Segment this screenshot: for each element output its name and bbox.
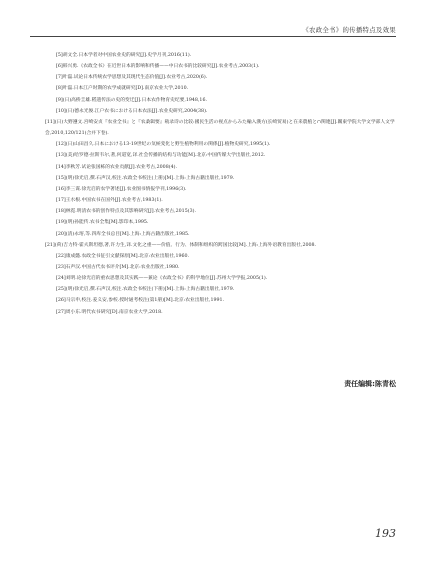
reference-item: [23]石声汉.中国古代农书评介[M].北京:农业出版社,1980. [56, 264, 180, 270]
reference-item: [26]马宗申,校注.姜义安,参校.授时通考校注(第1册)[M].北京:农业出版社,1991. [56, 298, 225, 304]
reference-item: [11](日)大野遵文.宫崎安贞『农业全书』と『农桑辑要』载录诗の比较:國民生活の视点からみた輸入漢方(长崎贸易)と在来農植と∩関連[J].關東学院大学文学部人文学会,2010,120/121(合并下卷). [45, 119, 395, 137]
reference-item: [17]王水根.中国农书在国外[J].农业考古,1983(1). [56, 198, 163, 204]
reference-item: [10](日)德永光俊.江户农书における日本农法[J].农业史研究,2004(38). [56, 108, 208, 114]
running-header: 《农政全书》的传播特点及效果 [302, 26, 396, 34]
reference-item: [18]林霓.明清农书的创作特点及其影响研究[J].农业考古,2015(3). [56, 209, 196, 215]
reference-item: [16]李三谋.徐光启的农学著述[J].农业图书情报学刊,1996(3). [56, 186, 187, 192]
reference-item: [21](荷)吉力特·霍夫斯坦德,著,许力生,译.文化之重——价值、行为、体制和组织的跨国比较[M].上海:上海外语教育出版社,2008. [45, 242, 317, 248]
reference-item: [14]李秋芳.试论张国栋的农业贡献[J].农业考古,2008(4). [56, 164, 177, 170]
page-number: 193 [375, 527, 396, 540]
reference-item: [22]康成懿.农政全书征引文献探原[M].北京:农业出版社,1960. [56, 253, 190, 259]
reference-item: [12](日)山田昌久.日本における13-19世纪の気候変化と野生植物利用の関係[J].植物史研究,1995(1). [56, 142, 271, 148]
reference-item: [24]刘明.论徐光启的重农思想及其实践——兼论《农政全书》的科学地位[J].苏州大学学报,2005(1). [56, 276, 268, 282]
responsible-editor: 责任编辑:陈青松 [344, 380, 396, 388]
reference-item: [6]韩兴勇.《农政全书》在近世日本的影响和传播——中日农书的比较研究[J].农业考古,2003(1). [56, 64, 260, 70]
header-divider [30, 36, 396, 37]
reference-item: [25](明)徐光启,撰.石声汉,校注.农政全书校注(下册)[M].上海:上海古籍出版社,1979. [56, 287, 235, 293]
reference-item: [20](清)永瑢,等.四库全书总目[M].上海:上海古籍出版社,1985. [56, 231, 190, 237]
reference-item: [9](日)高桥圭雄.稻遗传法の史的变迁[J].日本农作物育史纪要,1948,16. [56, 97, 207, 103]
reference-item: [27]周小东.明代农书研究[D].南京农业大学,2018. [56, 309, 163, 315]
reference-item: [5]胡文全.日本学者对中国农业史的研究[J].史学月刊,2016(11). [56, 53, 192, 58]
reference-item: [13](美)哈罗德·拉斯韦尔,著,何道宽,译.社会传播的结构与功能[M].北京:中国传媒大学出版社,2012. [56, 153, 266, 159]
reference-list [45, 50, 400, 318]
reference-item: [7]叶磊.试论日本传统农学思想及其现代生态价值[J].农业考古,2020(6). [56, 75, 208, 81]
reference-item: [15](明)徐光启,撰.石声汉,校注.农政全书校注(上册)[M].上海:上海古籍出版社,1979. [56, 175, 235, 181]
reference-item: [19](明)孙能传.农书全集[M].影印本,1995. [56, 220, 149, 226]
reference-item: [8]叶磊.日本江户时期的农学成就研究[D].南京农业大学,2010. [56, 86, 189, 92]
